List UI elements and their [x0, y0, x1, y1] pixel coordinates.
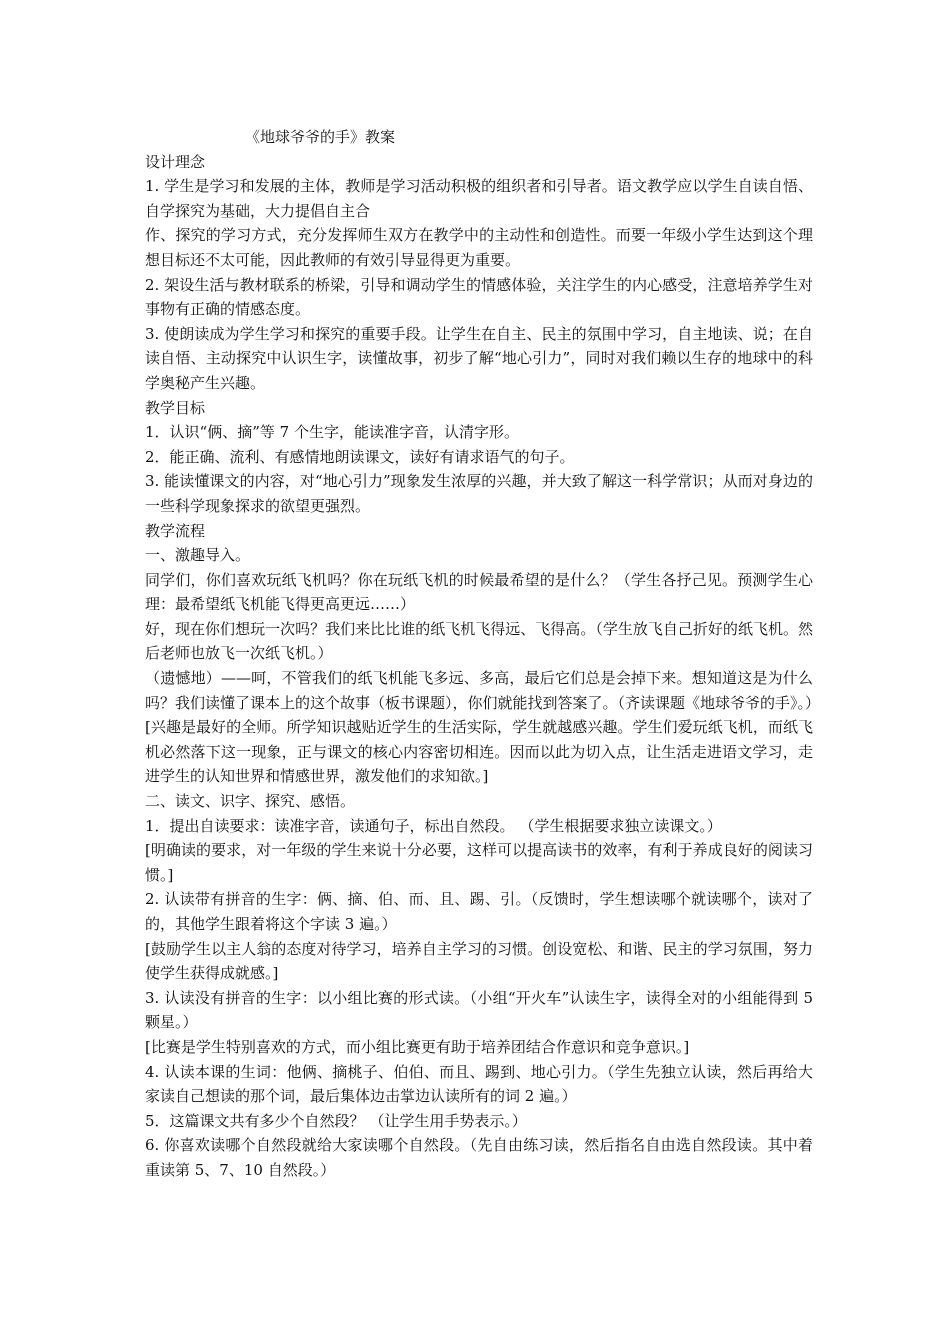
paragraph: 1．认识“俩、摘”等 7 个生字，能读准字音，认清字形。 — [145, 423, 519, 442]
paragraph: 5．这篇课文共有多少个自然段？ （让学生用手势表示。） — [145, 1111, 527, 1130]
annotation-paragraph: [鼓励学生以主人翁的态度对待学习，培养自主学习的习惯。创设宽松、和谐、民主的学习氛围，努力使学生获得成就感。] — [145, 939, 813, 983]
document-title: 《地球爷爷的手》教案 — [245, 128, 396, 146]
paragraph: 好，现在你们想玩一次吗？我们来比比谁的纸飞机飞得远、飞得高。（学生放飞自己折好的纸飞机。然后老师也放飞一次纸飞机。） — [145, 619, 813, 663]
paragraph: 2．能正确、流利、有感情地朗读课文，读好有请求语气的句子。 — [145, 447, 575, 466]
paragraph: 4. 认读本课的生词：他俩、摘桃子、伯伯、而且、踢到、地心引力。（学生先独立认读，然后再给大家读自己想读的那个词，最后集体边击掌边认读所有的词 2 遍。） — [145, 1062, 813, 1106]
paragraph: 3. 使朗读成为学生学习和探究的重要手段。让学生在自主、民主的氛围中学习，自主地读、说；在自读自悟、主动探究中认识生字，读懂故事，初步了解“地心引力”，同时对我们赖以生存的地球中的科学奥秘产生兴趣。 — [145, 324, 813, 392]
section-heading: 教学流程 — [145, 521, 206, 540]
annotation-paragraph: [比赛是学生特别喜欢的方式，而小组比赛更有助于培养团结合作意识和竞争意识。] — [145, 1037, 690, 1056]
annotation-paragraph: [兴趣是最好的全师。所学知识越贴近学生的生活实际，学生就越感兴趣。学生们爱玩纸飞机，而纸飞机必然落下这一现象，正与课文的核心内容密切相连。因而以此为切入点，让生活走进语文学习，走进学生的认知世界和情感世界，激发他们的求知欲。] — [145, 718, 813, 786]
paragraph: 3. 认读没有拼音的生字：以小组比赛的形式读。（小组“开火车”认读生字，读得全对的小组能得到 5 颗星。） — [145, 988, 813, 1032]
paragraph: 6. 你喜欢读哪个自然段就给大家读哪个自然段。（先自由练习读，然后指名自由选自然段读。其中着重读第 5、7、10 自然段。） — [145, 1136, 813, 1179]
paragraph: 同学们，你们喜欢玩纸飞机吗？你在玩纸飞机的时候最希望的是什么？（学生各抒己见。预测学生心理：最希望纸飞机能飞得更高更远……） — [145, 570, 813, 614]
section-heading: 设计理念 — [145, 152, 206, 171]
subsection-heading: 一、激趣导入。 — [145, 546, 251, 565]
paragraph: 1. 学生是学习和发展的主体，教师是学习活动积极的组织者和引导者。语文教学应以学生自读自悟、自学探究为基础，大力提倡自主合 — [145, 177, 813, 220]
paragraph: 3. 能读懂课文的内容，对“地心引力”现象发生浓厚的兴趣，并大致了解这一科学常识；从而对身边的一些科学现象探求的欲望更强烈。 — [145, 472, 813, 515]
paragraph: （遗憾地）——呵，不管我们的纸飞机能飞多远、多高，最后它们总是会掉下来。想知道这是为什么吗？我们读懂了课本上的这个故事（板书课题），你们就能找到答案了。（齐读课题《地球爷爷的手》。） — [145, 669, 821, 712]
paragraph: 作、探究的学习方式，充分发挥师生双方在教学中的主动性和创造性。而要一年级小学生达到这个理想目标还不太可能，因此教师的有效引导显得更为重要。 — [145, 226, 813, 269]
paragraph: 2. 认读带有拼音的生字：俩、摘、伯、而、且、踢、引。（反馈时，学生想读哪个就读哪个，读对了的，其他学生跟着将这个字读 3 遍。） — [145, 890, 813, 933]
annotation-paragraph: [明确读的要求，对一年级的学生来说十分必要，这样可以提高读书的效率，有利于养成良好的阅读习惯。] — [145, 841, 813, 884]
paragraph: 1．提出自读要求：读准字音，读通句子，标出自然段。 （学生根据要求独立读课文。） — [145, 816, 722, 835]
paragraph: 2. 架设生活与教材联系的桥梁，引导和调动学生的情感体验，关注学生的内心感受，注意培养学生对事物有正确的情感态度。 — [145, 275, 813, 319]
subsection-heading: 二、读文、识字、探究、感悟。 — [145, 792, 356, 811]
document-page — [145, 125, 821, 1183]
section-heading: 教学目标 — [145, 398, 206, 417]
